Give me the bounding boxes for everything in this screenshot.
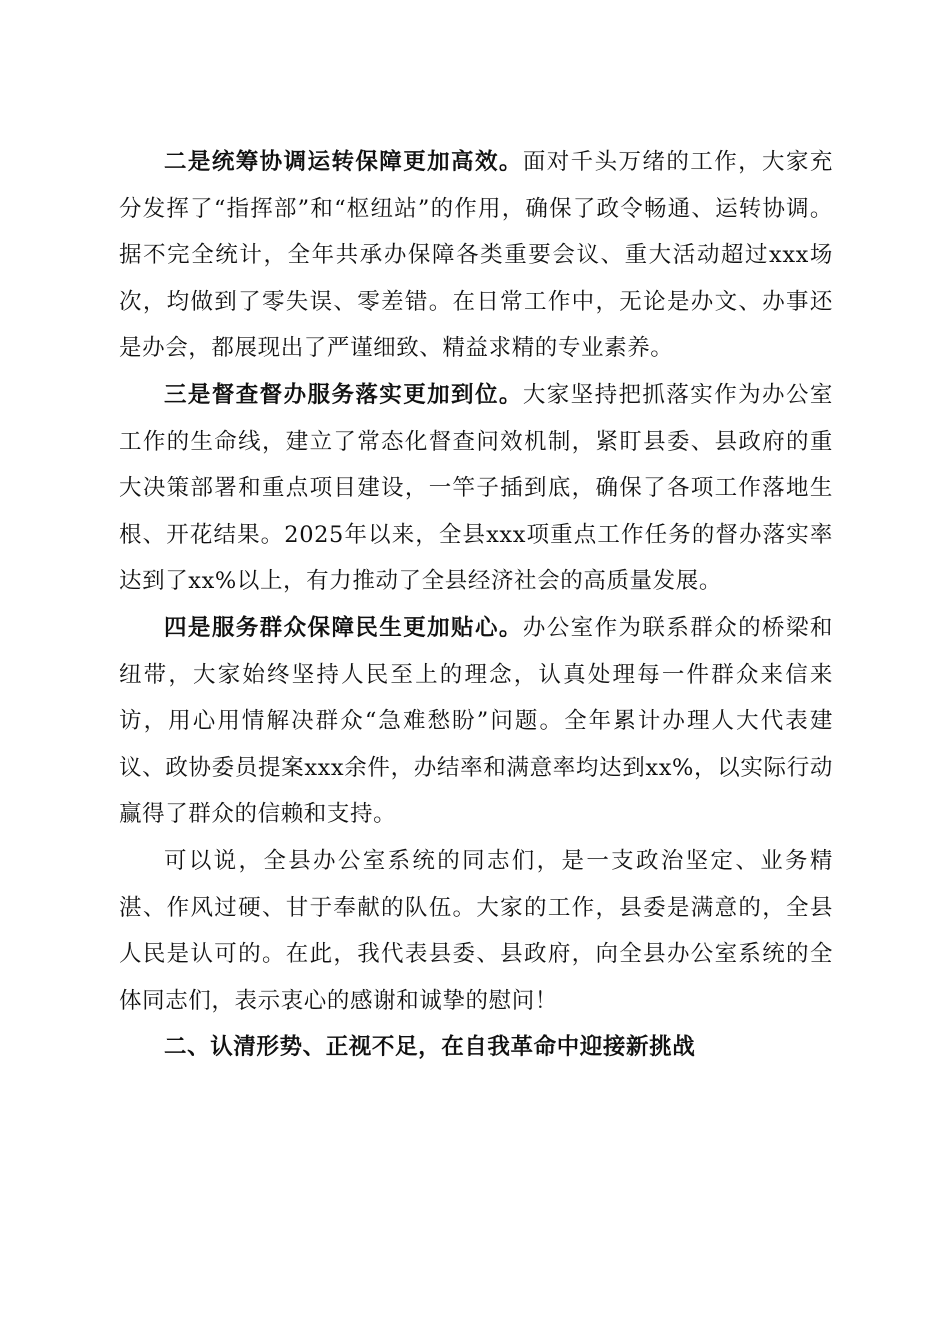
section-heading: 二、认清形势、正视不足，在自我革命中迎接新挑战	[164, 1034, 696, 1061]
paragraph-text: 面对千头万绪的工作，大家充分发挥了“指挥部”和“枢纽站”的作用，确保了政令畅通、运转协调。据不完全统计，全年共承办保障各类重要会议、重大活动超过xxx场次，均做到了零失误、零差错。在日常工作中，无论是办文、办事还是办会，都展现出了严谨细致、精益求精的专业素养。	[119, 149, 833, 362]
paragraph-text: 可以说，全县办公室系统的同志们，是一支政治坚定、业务精湛、作风过硬、甘于奉献的队伍。大家的工作，县委是满意的，全县人民是认可的。在此，我代表县委、县政府，向全县办公室系统的全体同志们，表示衷心的感谢和诚挚的慰问！	[119, 847, 833, 1014]
paragraph-lead: 三是督查督办服务落实更加到位。	[164, 381, 523, 408]
document-body	[119, 139, 833, 1071]
paragraph-coordination	[119, 139, 833, 372]
paragraph-text: 大家坚持把抓落实作为办公室工作的生命线，建立了常态化督查问效机制，紧盯县委、县政府的重大决策部署和重点项目建设，一竿子插到底，确保了各项工作落地生根、开花结果。2025年以来，全县xxx项重点工作任务的督办落实率达到了xx%以上，有力推动了全县经济社会的高质量发展。	[119, 381, 833, 595]
paragraph-supervision	[119, 372, 833, 605]
paragraph-lead: 二是统筹协调运转保障更加高效。	[164, 149, 523, 175]
paragraph-lead: 四是服务群众保障民生更加贴心。	[164, 614, 523, 641]
paragraph-summary	[119, 838, 833, 1024]
paragraph-text: 办公室作为联系群众的桥梁和纽带，大家始终坚持人民至上的理念，认真处理每一件群众来信来访，用心用情解决群众“急难愁盼”问题。全年累计办理人大代表建议、政协委员提案xxx余件，办结率和满意率均达到xx%，以实际行动赢得了群众的信赖和支持。	[119, 614, 833, 828]
paragraph-public-service	[119, 605, 833, 838]
